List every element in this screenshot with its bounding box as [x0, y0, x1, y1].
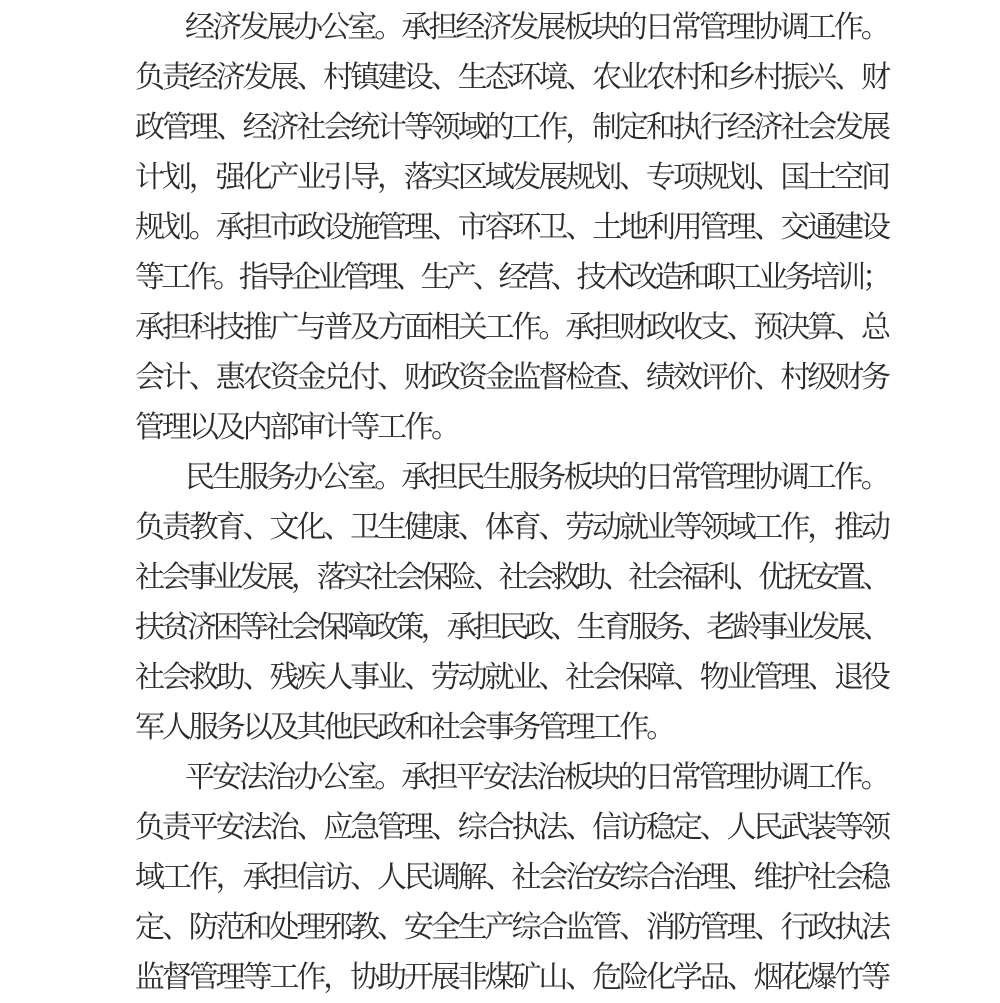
text-line: 管 理 以 及 内 部 审 计 等 工 作 。: [135, 411, 458, 444]
text-line: 监 督 管 理 等 工 作 ， 协 助 开 展 非 煤 矿 山 、 危 险 化 学 品 、 烟 花 爆 竹 等: [135, 961, 888, 994]
text-line: 负 责 经 济 发 展 、 村 镇 建 设 、 生 态 环 境 、 农 业 农 村 和 乡 村 振 兴 、 财: [135, 61, 888, 94]
text-line: 扶 贫 济 困 等 社 会 保 障 政 策 ， 承 担 民 政 、 生 育 服 务 、 老 龄 事 业 发 展 、: [135, 611, 890, 644]
text-line: 承 担 科 技 推 广 与 普 及 方 面 相 关 工 作 。 承 担 财 政 收 支 、 预 决 算 、 总: [135, 311, 888, 344]
document-body-text: [135, 3, 888, 1003]
text-line: 域 工 作 ， 承 担 信 访 、 人 民 调 解 、 社 会 治 安 综 合 治 理 、 维 护 社 会 稳: [135, 861, 888, 894]
peace-and-rule-of-law-office-paragraph: [135, 753, 888, 1003]
livelihood-services-office-paragraph: [135, 453, 888, 753]
text-line: 负 责 平 安 法 治 、 应 急 管 理 、 综 合 执 法 、 信 访 稳 定 、 人 民 武 装 等 领: [135, 811, 888, 844]
text-line: 平 安 法 治 办 公 室 。 承 担 平 安 法 治 板 块 的 日 常 管 理 协 调 工 作 。: [185, 761, 888, 794]
text-line: 会 计 、 惠 农 资 金 兑 付 、 财 政 资 金 监 督 检 查 、 绩 效 评 价 、 村 级 财 务: [135, 361, 888, 394]
text-line: 计 划 ， 强 化 产 业 引 导 ， 落 实 区 域 发 展 规 划 、 专 项 规 划 、 国 土 空 间: [135, 161, 888, 194]
text-line: 民 生 服 务 办 公 室 。 承 担 民 生 服 务 板 块 的 日 常 管 理 协 调 工 作 。: [185, 461, 888, 494]
text-line: 社 会 事 业 发 展 ， 落 实 社 会 保 险 、 社 会 救 助 、 社 会 福 利 、 优 抚 安 置 、: [135, 561, 890, 594]
text-line: 规 划 。 承 担 市 政 设 施 管 理 、 市 容 环 卫 、 土 地 利 用 管 理 、 交 通 建 设: [135, 211, 888, 244]
economic-development-office-paragraph: [135, 3, 888, 453]
text-line: 等 工 作 。 指 导 企 业 管 理 、 生 产 、 经 营 、 技 术 改 造 和 职 工 业 务 培 训 ；: [135, 261, 890, 294]
text-line: 负 责 教 育 、 文 化 、 卫 生 健 康 、 体 育 、 劳 动 就 业 等 领 域 工 作 ， 推 动: [135, 511, 888, 544]
text-line: 社 会 救 助 、 残 疾 人 事 业 、 劳 动 就 业 、 社 会 保 障 、 物 业 管 理 、 退 役: [135, 661, 888, 694]
text-line: 经 济 发 展 办 公 室 。 承 担 经 济 发 展 板 块 的 日 常 管 理 协 调 工 作 。: [185, 11, 888, 44]
text-line: 军 人 服 务 以 及 其 他 民 政 和 社 会 事 务 管 理 工 作 。: [135, 711, 674, 744]
text-line: 定 、 防 范 和 处 理 邪 教 、 安 全 生 产 综 合 监 管 、 消 防 管 理 、 行 政 执 法: [135, 911, 888, 944]
text-line: 政 管 理 、 经 济 社 会 统 计 等 领 域 的 工 作 ， 制 定 和 执 行 经 济 社 会 发 展: [135, 111, 888, 144]
